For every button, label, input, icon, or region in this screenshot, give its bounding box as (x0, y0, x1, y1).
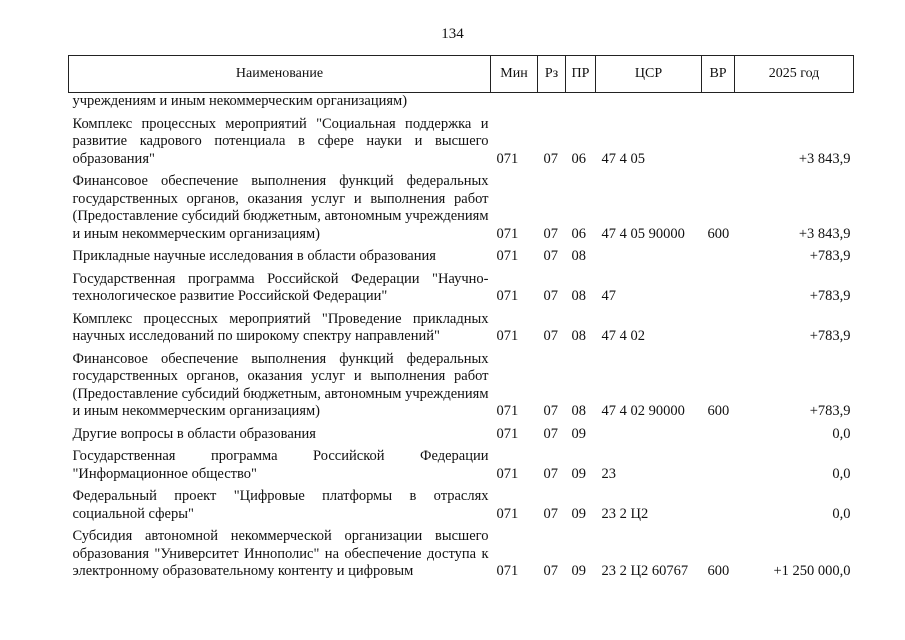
row-rz: 07 (543, 425, 558, 442)
row-name: Финансовое обеспечение выполнения функций федеральных государственных органов, оказания услуг и выполнения работ (Предоставление субсидий бюджетным, автономным учреждениям и иным некоммерческим организациям) (72, 173, 489, 242)
continuation-text: учреждениям и иным некоммерческим организациям) (72, 93, 408, 109)
row-min: 071 (496, 328, 519, 344)
row-csr: 47 4 02 90000 (601, 403, 685, 419)
row-amount: 0,0 (832, 425, 851, 442)
row-csr (596, 426, 702, 444)
table-body (69, 93, 854, 581)
row-name: Комплекс процессных мероприятий "Социальная поддержка и развитие кадрового потенциала в сфере науки и высшего образования" (72, 115, 489, 167)
budget-table (68, 55, 854, 581)
row-min: 071 (496, 248, 519, 264)
row-amount: +3 843,9 (798, 225, 851, 242)
row-vr (702, 271, 735, 306)
row-name: Другие вопросы в области образования (72, 425, 316, 442)
row-rz: 07 (543, 150, 558, 167)
row-name: Прикладные научные исследования в области образования (72, 248, 436, 264)
row-name: Государственная программа Российской Федерации "Информационное общество" (72, 448, 489, 482)
row-min: 071 (496, 465, 519, 482)
row-amount: +783,9 (809, 248, 851, 264)
row-pr: 06 (571, 225, 586, 242)
row-min: 071 (496, 425, 519, 442)
row-vr (702, 116, 735, 169)
table-row (69, 426, 854, 444)
row-amount: +783,9 (809, 403, 851, 419)
table-header (69, 56, 854, 93)
row-vr: 600 (707, 563, 730, 579)
table-row (69, 311, 854, 346)
row-min: 071 (496, 563, 519, 579)
table-row (69, 173, 854, 243)
row-vr (702, 311, 735, 346)
row-rz: 07 (543, 465, 558, 482)
table-row (69, 488, 854, 523)
row-rz: 07 (543, 563, 558, 579)
table-row (69, 351, 854, 421)
row-pr: 09 (571, 425, 586, 442)
row-rz: 07 (543, 505, 558, 522)
row-rz: 07 (543, 225, 558, 242)
row-pr: 09 (571, 563, 586, 579)
table-row (69, 448, 854, 483)
page-number: 134 (441, 26, 464, 42)
row-name: Государственная программа Российской Федерации "Научно-технологическое развитие Российской Федерации" (72, 270, 489, 304)
row-csr: 47 4 05 (601, 150, 645, 167)
row-name: Субсидия автономной некоммерческой организации высшего образования "Университет Иннополис" на обеспечение доступа к электронному образовательному контенту и цифровым (72, 528, 489, 579)
row-vr: 600 (707, 403, 730, 419)
header-pr: ПР (566, 56, 596, 93)
row-pr: 09 (571, 465, 586, 482)
row-amount: +783,9 (809, 328, 851, 344)
row-pr: 06 (571, 150, 586, 167)
row-csr: 47 4 05 90000 (601, 225, 685, 242)
row-min: 071 (496, 505, 519, 522)
row-amount: 0,0 (832, 505, 851, 522)
row-amount: +3 843,9 (798, 150, 851, 167)
row-vr (702, 448, 735, 483)
row-rz: 07 (543, 328, 558, 344)
row-rz: 07 (543, 403, 558, 419)
table-row (69, 248, 854, 266)
row-vr (702, 488, 735, 523)
row-min: 071 (496, 150, 519, 167)
header-min: Мин (491, 56, 538, 93)
row-pr: 08 (571, 248, 586, 264)
row-pr: 08 (571, 403, 586, 419)
row-csr: 23 (601, 465, 616, 482)
row-csr: 23 2 Ц2 (601, 505, 649, 522)
row-amount: +783,9 (809, 288, 851, 304)
row-csr (596, 248, 702, 266)
continuation-row (69, 93, 854, 111)
row-amount: 0,0 (832, 465, 851, 482)
row-name: Федеральный проект "Цифровые платформы в отраслях социальной сферы" (72, 488, 489, 522)
row-pr: 08 (571, 328, 586, 344)
header-name: Наименование (69, 56, 491, 93)
row-rz: 07 (543, 248, 558, 264)
header-vr: ВР (702, 56, 735, 93)
row-name: Комплекс процессных мероприятий "Проведение прикладных научных исследований по широкому спектру направлений" (72, 310, 489, 344)
row-pr: 09 (571, 505, 586, 522)
table-row (69, 116, 854, 169)
row-csr: 47 4 02 (601, 328, 645, 344)
row-pr: 08 (571, 288, 586, 304)
row-name: Финансовое обеспечение выполнения функций федеральных государственных органов, оказания услуг и выполнения работ (Предоставление субсидий бюджетным, автономным учреждениям и иным некоммерческим организациям) (72, 350, 489, 419)
row-min: 071 (496, 403, 519, 419)
table-row (69, 528, 854, 581)
header-csr: ЦСР (596, 56, 702, 93)
table-row (69, 271, 854, 306)
row-rz: 07 (543, 288, 558, 304)
row-vr (702, 248, 735, 266)
row-vr: 600 (707, 225, 730, 242)
row-min: 071 (496, 225, 519, 242)
row-csr: 23 2 Ц2 60767 (601, 563, 689, 579)
row-csr: 47 (601, 288, 616, 304)
header-year: 2025 год (735, 56, 854, 93)
row-vr (702, 426, 735, 444)
header-rz: Рз (538, 56, 566, 93)
row-amount: +1 250 000,0 (773, 563, 851, 579)
row-min: 071 (496, 288, 519, 304)
